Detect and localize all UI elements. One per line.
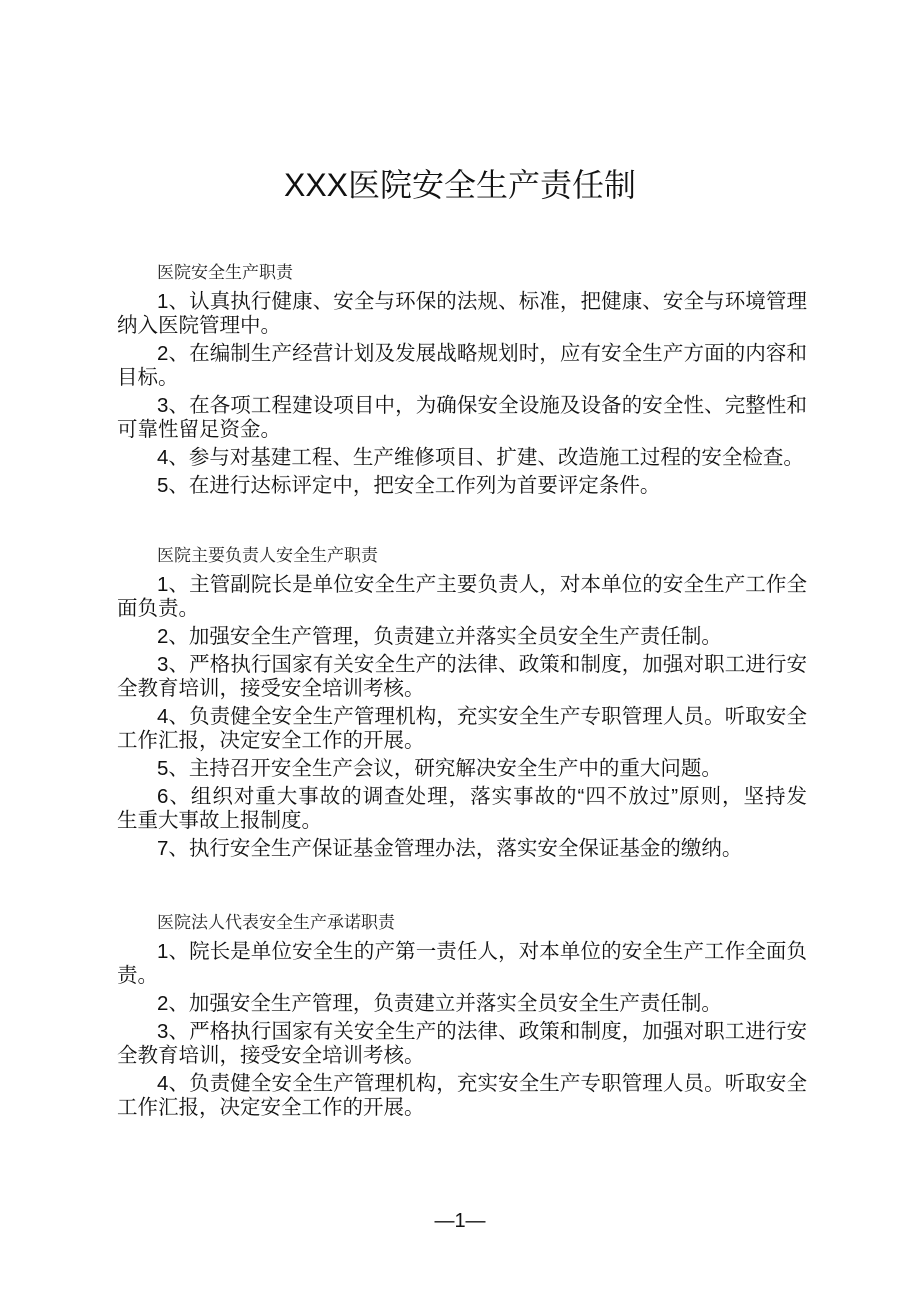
list-item <box>117 394 807 442</box>
paragraph-line: 3、严格执行国家有关安全生产的法律、政策和制度，加强对职工进行安 <box>157 1020 807 1043</box>
list-item <box>117 290 807 338</box>
paragraph-line: 4、负责健全安全生产管理机构，充实安全生产专职管理人员。听取安全 <box>157 1072 807 1095</box>
list-item <box>117 1020 807 1068</box>
paragraph-line: 面负责。 <box>117 597 199 620</box>
paragraph-line: 7、执行安全生产保证基金管理办法，落实安全保证基金的缴纳。 <box>157 837 743 860</box>
page-number: —1— <box>434 1210 486 1232</box>
document-title: XXX医院安全生产责任制 <box>283 167 637 203</box>
paragraph-line: 生重大事故上报制度。 <box>117 809 322 832</box>
paragraph-line: 2、加强安全生产管理，负责建立并落实全员安全生产责任制。 <box>157 992 722 1015</box>
paragraph-line: 5、主持召开安全生产会议，研究解决安全生产中的重大问题。 <box>157 757 722 780</box>
paragraph-line: 3、严格执行国家有关安全生产的法律、政策和制度，加强对职工进行安 <box>157 653 807 676</box>
list-item <box>117 940 807 988</box>
paragraph-line: 6、组织对重大事故的调查处理，落实事故的“四不放过”原则，坚持发 <box>157 785 807 808</box>
list-item <box>117 625 807 649</box>
paragraph-line: 纳入医院管理中。 <box>117 314 281 337</box>
paragraph-line: 可靠性留足资金。 <box>117 418 281 441</box>
list-item <box>117 474 807 498</box>
list-item <box>117 705 807 753</box>
list-item <box>117 653 807 701</box>
paragraph-line: 工作汇报，决定安全工作的开展。 <box>117 729 425 752</box>
section-heading: 医院安全生产职责 <box>157 263 293 282</box>
paragraph-line: 责。 <box>117 964 158 987</box>
paragraph-line: 4、参与对基建工程、生产维修项目、扩建、改造施工过程的安全检查。 <box>157 446 804 469</box>
paragraph-line: 1、认真执行健康、安全与环保的法规、标准，把健康、安全与环境管理 <box>157 290 807 313</box>
list-item <box>117 837 807 861</box>
list-item <box>117 785 807 833</box>
paragraph-line: 1、主管副院长是单位安全生产主要负责人，对本单位的安全生产工作全 <box>157 573 807 596</box>
list-item <box>117 992 807 1016</box>
paragraph-line: 目标。 <box>117 366 179 389</box>
paragraph-line: 2、在编制生产经营计划及发展战略规划时，应有安全生产方面的内容和 <box>157 342 807 365</box>
list-item <box>117 757 807 781</box>
section-principal-responsibility <box>117 545 807 865</box>
section-legal-representative <box>117 912 807 1124</box>
list-item <box>117 446 807 470</box>
paragraph-line: 全教育培训，接受安全培训考核。 <box>117 1044 425 1067</box>
section-hospital-safety <box>117 262 807 502</box>
paragraph-line: 5、在进行达标评定中，把安全工作列为首要评定条件。 <box>157 474 661 497</box>
paragraph-line: 3、在各项工程建设项目中，为确保安全设施及设备的安全性、完整性和 <box>157 394 807 417</box>
section-heading: 医院法人代表安全生产承诺职责 <box>157 913 395 932</box>
paragraph-line: 2、加强安全生产管理，负责建立并落实全员安全生产责任制。 <box>157 625 722 648</box>
list-item <box>117 342 807 390</box>
paragraph-line: 工作汇报，决定安全工作的开展。 <box>117 1096 425 1119</box>
paragraph-line: 1、院长是单位安全生的产第一责任人，对本单位的安全生产工作全面负 <box>157 940 807 963</box>
paragraph-line: 4、负责健全安全生产管理机构，充实安全生产专职管理人员。听取安全 <box>157 705 807 728</box>
list-item <box>117 573 807 621</box>
paragraph-line: 全教育培训，接受安全培训考核。 <box>117 677 425 700</box>
section-heading: 医院主要负责人安全生产职责 <box>157 546 378 565</box>
list-item <box>117 1072 807 1120</box>
